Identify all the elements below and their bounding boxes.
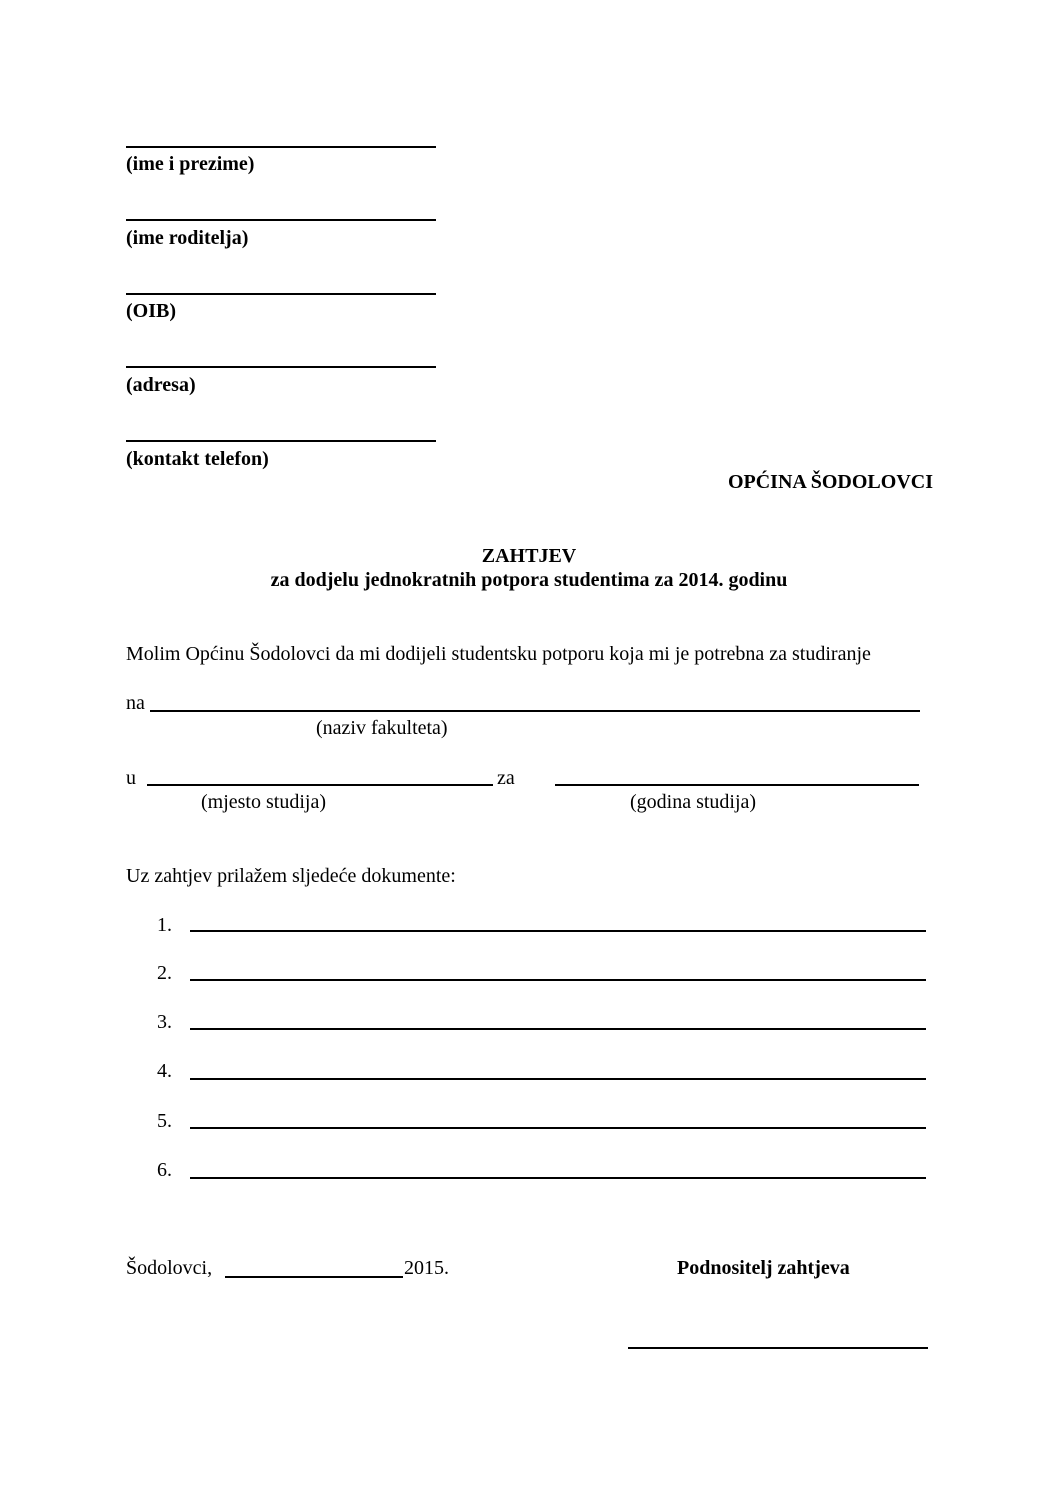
place-caption: (mjesto studija) [201,791,326,813]
document-line[interactable] [190,979,926,981]
document-number: 5. [157,1110,172,1132]
place-line[interactable] [147,784,493,786]
year-line[interactable] [555,784,919,786]
oib-label: (OIB) [126,300,176,322]
address-line[interactable] [126,366,436,368]
document-number: 2. [157,962,172,984]
signature-label: Podnositelj zahtjeva [677,1257,850,1279]
document-number: 1. [157,914,172,936]
parent-line[interactable] [126,219,436,221]
footer-place: Šodolovci, [126,1257,213,1279]
faculty-line[interactable] [150,710,920,712]
date-line[interactable] [225,1276,403,1278]
document-number: 4. [157,1060,172,1082]
phone-label: (kontakt telefon) [126,448,269,470]
year-caption: (godina studija) [630,791,757,813]
document-number: 6. [157,1159,172,1181]
document-line[interactable] [190,1028,926,1030]
parent-label: (ime roditelja) [126,227,249,249]
intro-text: Molim Općinu Šodolovci da mi dodijeli studentsku potporu koja mi je potrebna za studiranje [126,643,871,665]
document-line[interactable] [190,1127,926,1129]
documents-intro: Uz zahtjev prilažem sljedeće dokumente: [126,865,456,887]
name-line[interactable] [126,146,436,148]
signature-line[interactable] [628,1347,928,1349]
place-prefix: u [126,767,136,789]
faculty-prefix: na [126,692,145,714]
document-line[interactable] [190,930,926,932]
document-subtitle: za dodjelu jednokratnih potpora studentima za 2014. godinu [270,569,788,591]
oib-line[interactable] [126,293,436,295]
footer-year: 2015. [404,1257,449,1279]
name-label: (ime i prezime) [126,153,255,175]
address-label: (adresa) [126,374,196,396]
za-word: za [497,767,515,789]
document-number: 3. [157,1011,172,1033]
phone-line[interactable] [126,440,436,442]
faculty-caption: (naziv fakulteta) [316,717,448,739]
document-title: ZAHTJEV [481,545,577,567]
document-line[interactable] [190,1177,926,1179]
recipient: OPĆINA ŠODOLOVCI [727,471,933,493]
document-line[interactable] [190,1078,926,1080]
